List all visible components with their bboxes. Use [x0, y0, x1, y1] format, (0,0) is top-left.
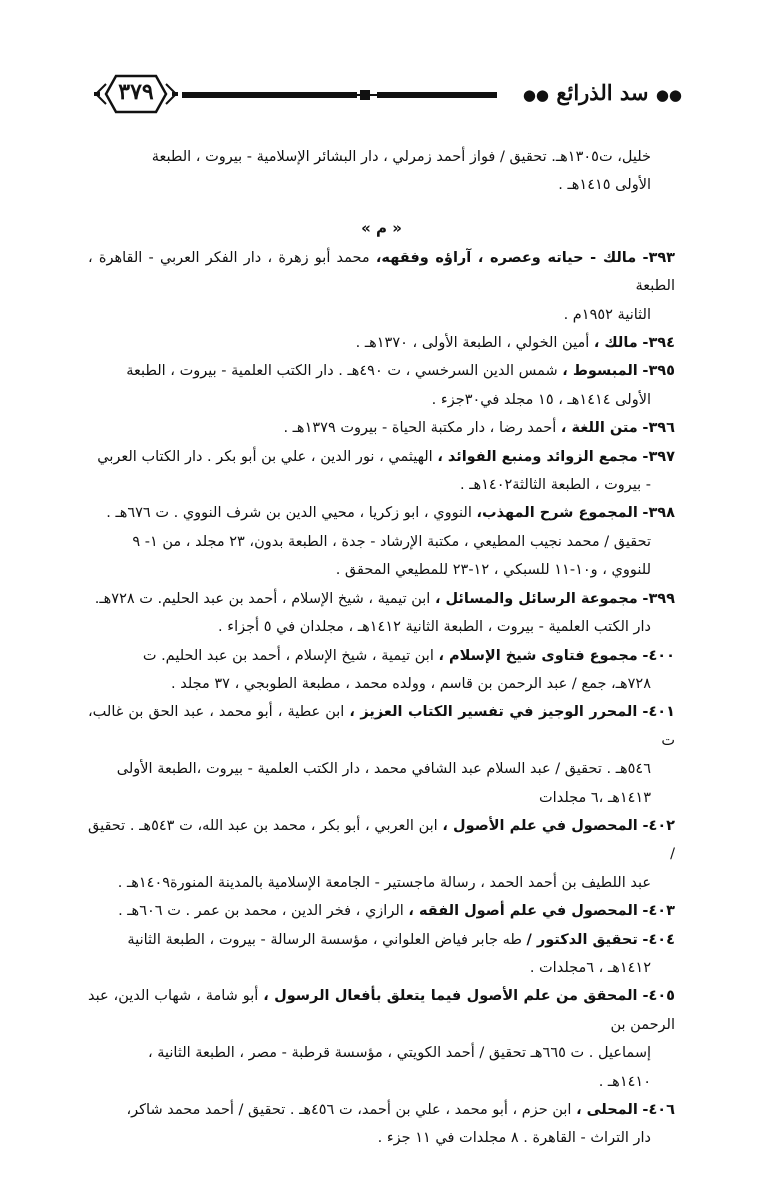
entry-number: ٣٩٣-	[642, 249, 676, 266]
entry-details: ابن العربي ، أبو بكر ، محمد بن عبد الله، ت ٥٤٣هـ . تحقيق /	[88, 817, 675, 863]
entry-first-line	[88, 357, 675, 385]
entry-continuation: ١٤١٠هـ .	[598, 1073, 651, 1090]
entry-continuation: تحقيق / محمد نجيب المطيعي ، مكتبة الإرشاد - جدة ، الطبعة بدون، ٢٣ مجلد ، من ١- ٩	[132, 533, 651, 550]
entry-details: الرازي ، فخر الدين ، محمد بن عمر . ت ٦٠٦هـ .	[118, 903, 404, 920]
entry-number: ٣٩٦-	[642, 420, 675, 437]
header-title: سد الذرائع	[556, 80, 649, 105]
entry-title: مجموع فتاوى شيخ الإسلام ،	[438, 647, 638, 664]
entry-number: ٤٠٥-	[642, 988, 676, 1005]
bibliography-entry	[88, 499, 675, 584]
entry-first-line	[88, 926, 675, 954]
bibliography-entry	[88, 585, 675, 642]
entry-first-line	[88, 585, 675, 613]
bibliography-entry	[88, 812, 675, 897]
entry-continuation: إسماعيل . ت ٦٦٥هـ تحقيق / أحمد الكويتي ، مؤسسة قرطبة - مصر ، الطبعة الثانية ،	[147, 1045, 651, 1062]
entry-number: ٤٠٣-	[642, 903, 675, 920]
entry-continuation: ١٤١٢هـ ، ٦مجلدات .	[529, 959, 651, 976]
entry-number: ٤٠٢-	[642, 817, 676, 834]
bibliography-entry	[88, 357, 675, 414]
header-title-block	[523, 80, 682, 105]
entry-title: مالك - حياته وعصره ، آراؤه وفقهه،	[375, 249, 637, 266]
entry-first-line	[88, 329, 675, 357]
entry-title: مجموعة الرسائل والمسائل ،	[434, 590, 638, 607]
bibliography-entry	[88, 244, 675, 329]
entry-number: ٣٩٤-	[642, 335, 675, 352]
entry-title: المحلى ،	[576, 1102, 638, 1118]
entry-continuation: للنووي ، و١٠-١١ للسبكي ، ١٢-٢٣ للمطيعي المحقق .	[335, 562, 651, 579]
header-rule-left	[182, 92, 357, 98]
entry-details: شمس الدين السرخسي ، ت ٤٩٠هـ . دار الكتب العلمية - بيروت ، الطبعة	[126, 363, 558, 380]
entry-number: ٣٩٧-	[642, 448, 675, 465]
bibliography-entry	[88, 982, 675, 1096]
entry-title: مجمع الزوائد ومنبع الفوائد ،	[437, 448, 638, 465]
entry-continuation: ٧٢٨هـ، جمع / عبد الرحمن بن قاسم ، وولده محمد ، مطبعة الطوبجي ، ٣٧ مجلد .	[171, 675, 651, 692]
entry-details: أبو شامة ، شهاب الدين، عبد الرحمن بن	[88, 988, 675, 1033]
bibliography-entry	[88, 698, 675, 812]
entry-continuation: الأولى ١٤١٤هـ ، ١٥ مجلد في٣٠جزء .	[431, 391, 651, 408]
header-rule-right	[377, 92, 497, 98]
entry-continuation: ٥٤٦هـ . تحقيق / عبد السلام عبد الشافي محمد ، دار الكتب العلمية - بيروت ،الطبعة الأولى	[116, 761, 651, 778]
entry-first-line	[88, 414, 675, 442]
header-bullets-right: ●●	[655, 86, 682, 104]
entry-first-line	[88, 443, 675, 471]
entry-title: المحصول في علم أصول الفقه ،	[408, 903, 638, 920]
entry-continuation: ١٤١٣هـ ،٦ مجلدات	[539, 789, 651, 806]
entry-details: أحمد رضا ، دار مكتبة الحياة - بيروت ١٣٧٩هـ .	[283, 420, 557, 437]
entry-continuation: عبد اللطيف بن أحمد الحمد ، رسالة ماجستير - الجامعة الإسلامية بالمدينة المنورة١٤٠٩هـ .	[117, 874, 651, 891]
header-rule-square	[360, 90, 370, 100]
entry-title: المحقق من علم الأصول فيما يتعلق بأفعال الرسول ،	[263, 988, 638, 1005]
entry-title: المبسوط ،	[562, 363, 638, 380]
bibliography-entry	[88, 414, 675, 442]
entry-first-line	[88, 812, 675, 869]
entry-details: طه جابر فياض العلواني ، مؤسسة الرسالة - بيروت ، الطبعة الثانية	[127, 931, 522, 948]
entry-continuation: - بيروت ، الطبعة الثالثة١٤٠٢هـ .	[460, 477, 651, 494]
bibliography-entry	[88, 642, 675, 699]
entry-number: ٤٠٠-	[642, 647, 675, 664]
entry-number: ٣٩٩-	[642, 590, 675, 607]
entry-details: ابن تيمية ، شيخ الإسلام ، أحمد بن عبد الحليم. ت	[142, 647, 434, 664]
running-header	[92, 70, 682, 120]
page-number: ٣٧٩	[118, 79, 154, 105]
header-bullets-left: ●●	[522, 86, 549, 104]
bibliography-entry	[88, 926, 675, 983]
entry-first-line	[88, 499, 675, 527]
entry-title: المجموع شرح المهذب،	[476, 505, 638, 522]
entry-title: المحصول في علم الأصول ،	[442, 817, 638, 834]
bibliography-entry	[88, 1096, 675, 1153]
entry-title: المحرر الوجيز في تفسير الكتاب العزيز ،	[349, 704, 638, 721]
entry-number: ٤٠٤-	[642, 931, 675, 948]
entry-number: ٤٠٦-	[642, 1102, 675, 1118]
entry-details: ابن عطية ، أبو محمد ، عبد الحق بن غالب، ت	[88, 704, 675, 749]
entry-first-line	[88, 982, 675, 1039]
entry-details: ابن تيمية ، شيخ الإسلام ، أحمد بن عبد الحليم. ت ٧٢٨هـ.	[94, 590, 431, 607]
entry-first-line	[88, 698, 675, 755]
bibliography-entry	[88, 443, 675, 500]
entry-number: ٤٠١-	[642, 704, 676, 721]
entry-title: تحقيق الدكتور /	[526, 931, 638, 948]
entry-first-line	[88, 244, 675, 301]
entry-details: النووي ، ابو زكريا ، محيي الدين بن شرف النووي . ت ٦٧٦هـ .	[106, 505, 472, 522]
bibliography-text	[88, 143, 675, 1153]
entry-number: ٣٩٥-	[642, 363, 675, 380]
entry-title: مالك ،	[593, 335, 638, 352]
entry-list	[88, 244, 675, 1153]
entry-first-line	[88, 642, 675, 670]
entry-number: ٣٩٨-	[642, 505, 675, 522]
entry-first-line	[88, 897, 675, 925]
intro-line: خليل، ت١٣٠٥هـ. تحقيق / فواز أحمد زمرلي ، دار البشائر الإسلامية - بيروت ، الطبعة	[151, 149, 651, 165]
bibliography-entry	[88, 897, 675, 925]
entry-continuation: الثانية ١٩٥٢م .	[563, 306, 651, 323]
entry-details: أمين الخولي ، الطبعة الأولى ، ١٣٧٠هـ .	[355, 335, 590, 352]
entry-first-line	[88, 1096, 675, 1124]
page-number-badge	[92, 70, 180, 118]
bibliography-entry	[88, 329, 675, 357]
entry-continuation: دار التراث - القاهرة . ٨ مجلدات في ١١ جزء .	[377, 1130, 651, 1147]
intro-line: الأولى ١٤١٥هـ .	[558, 177, 651, 194]
entry-details: ابن حزم ، أبو محمد ، علي بن أحمد، ت ٤٥٦هـ . تحقيق / أحمد محمد شاكر،	[126, 1102, 572, 1118]
entry-details: محمد أبو زهرة ، دار الفكر العربي - القاهرة ، الطبعة	[88, 249, 675, 295]
intro-entry	[88, 143, 675, 200]
entry-continuation: دار الكتب العلمية - بيروت ، الطبعة الثانية ١٤١٢هـ ، مجلدان في ٥ أجزاء .	[218, 619, 651, 636]
entry-details: الهيثمي ، نور الدين ، علي بن أبو بكر . دار الكتاب العربي	[97, 448, 433, 465]
section-letter: « م »	[361, 218, 402, 237]
entry-title: متن اللغة ،	[560, 420, 638, 437]
